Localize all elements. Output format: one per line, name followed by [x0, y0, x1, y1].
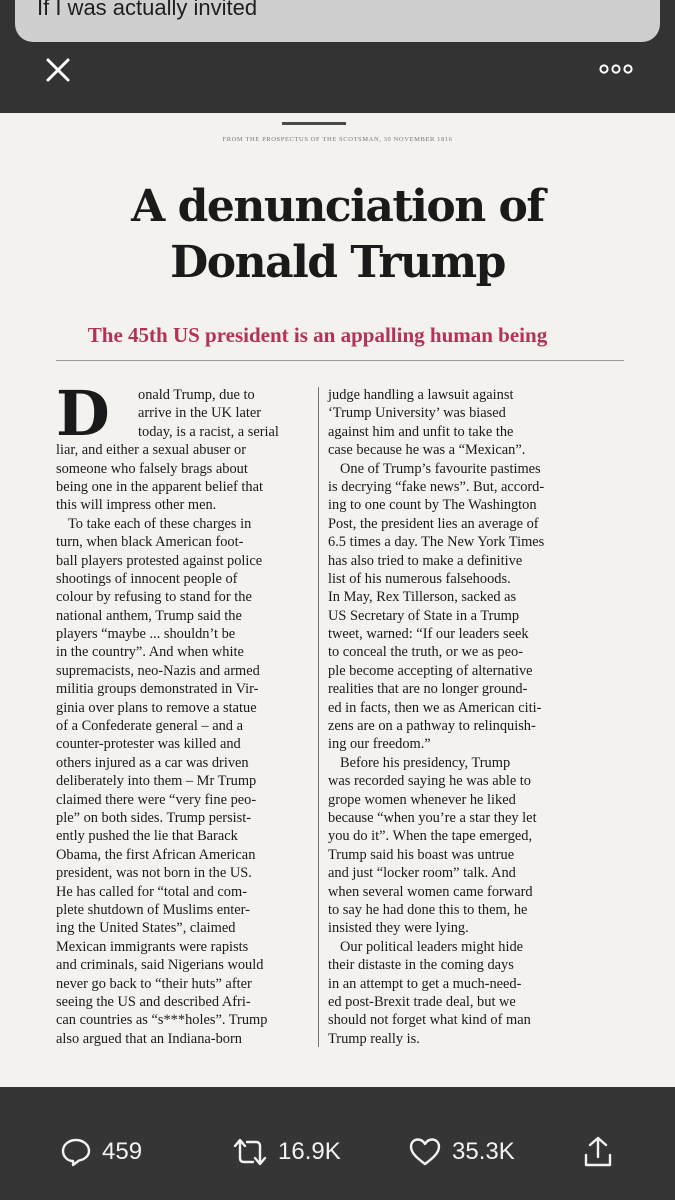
article-text-line: national anthem, Trump said the — [56, 607, 242, 624]
article-text-line: Before his presidency, Trump — [340, 754, 511, 771]
article-text-line: this will impress other men. — [56, 497, 217, 514]
article-text-line: ginia over plans to remove a statue — [56, 699, 257, 716]
article-text-line: Trump really is. — [328, 1030, 420, 1047]
article-text-line: also argued that an Indiana-born — [56, 1030, 242, 1047]
article-text-line: can countries as “s***holes”. Trump — [56, 1012, 268, 1029]
article-text-line: ple” on both sides. Trump persist- — [56, 809, 252, 826]
article-text-line: ed in facts, then we as American citi- — [328, 699, 542, 716]
article-text-line: being one in the apparent belief that — [56, 478, 263, 495]
more-options-button[interactable] — [596, 56, 636, 82]
article-text-line: ball players protested against police — [56, 552, 263, 569]
newspaper-photo[interactable] — [0, 113, 675, 1087]
article-text-line: to say he had done this to them, he — [328, 901, 528, 918]
drop-cap: D — [56, 377, 110, 450]
article-text-line: someone who falsely brags about — [56, 460, 248, 477]
article-text-line: should not forget what kind of man — [328, 1012, 531, 1029]
article-text-line: players “maybe ... shouldn’t be — [56, 626, 236, 643]
top-bar — [0, 0, 675, 113]
article-text-line: He has called for “total and com- — [56, 883, 247, 900]
article-text-line: deliberately into them – Mr Trump — [56, 773, 257, 790]
like-icon — [408, 1136, 442, 1168]
article-text-line: ‘Trump University’ was biased — [328, 405, 506, 422]
reply-count: 459 — [102, 1138, 143, 1165]
deck-rule — [56, 360, 624, 361]
article-text-line: arrive in the UK later — [138, 405, 262, 422]
article-text-line: was recorded saying he was able to — [328, 773, 531, 790]
article-text-line: ple become accepting of alternative — [328, 662, 533, 679]
article-text-line: insisted they were lying. — [328, 920, 469, 937]
top-rule — [282, 122, 346, 125]
article-text-line: grope women whenever he liked — [328, 791, 516, 808]
article-text-line: Our political leaders might hide — [340, 938, 524, 955]
tweet-caption-text: If I was actually invited — [37, 0, 258, 20]
more-icon — [596, 56, 636, 82]
article-text-line: turn, when black American foot- — [56, 534, 244, 551]
article-text-line: of a Confederate general – and a — [56, 718, 243, 735]
article-text-line: case because he was a “Mexican”. — [328, 442, 526, 459]
article-text-line: their distaste in the coming days — [328, 957, 514, 974]
article-text-line: ing to one count by The Washington — [328, 497, 537, 514]
share-icon — [582, 1135, 614, 1169]
article-text-line: today, is a racist, a serial — [138, 423, 279, 440]
share-button[interactable] — [582, 1132, 614, 1172]
article-text-line: to conceal the truth, or we as peo- — [328, 644, 523, 661]
article-text-line: ed post-Brexit trade deal, but we — [328, 993, 516, 1010]
article-text-line: realities that are no longer ground- — [328, 681, 528, 698]
article-text-line: plete shutdown of Muslims enter- — [56, 901, 250, 918]
article-text-line: claimed there were “very fine peo- — [56, 791, 257, 808]
article-text-line: counter-protester was killed and — [56, 736, 241, 753]
article-text-line: and just “locker room” talk. And — [328, 865, 516, 882]
article-deck: The 45th US president is an appalling human being — [87, 323, 548, 347]
retweet-icon — [232, 1136, 268, 1168]
article-text-line: One of Trump’s favourite pastimes — [340, 460, 541, 477]
article-text-line: when several women came forward — [328, 883, 533, 900]
article-text-line: zens are on a pathway to relinquish- — [328, 718, 536, 735]
tweet-caption — [15, 0, 660, 42]
headline-line-2: Donald Trump — [170, 237, 505, 288]
article-text-line: To take each of these charges in — [68, 515, 252, 532]
reply-button[interactable] — [60, 1132, 142, 1172]
article-text-line: in an attempt to get a much-need- — [328, 975, 522, 992]
reply-icon — [60, 1136, 92, 1168]
article-text-line: ently pushed the lie that Barack — [56, 828, 238, 845]
article-text-line: onald Trump, due to — [138, 387, 255, 403]
article-headline — [0, 179, 675, 291]
close-button[interactable] — [40, 52, 76, 88]
article-text-line: others injured as a car was driven — [56, 754, 249, 771]
article-text-line: you do it”. When the tape emerged, — [328, 828, 533, 845]
article-text-line: tweet, warned: “If our leaders seek — [328, 626, 529, 643]
article-text-line: because “when you’re a star they let — [328, 809, 537, 826]
article-text-line: US Secretary of State in a Trump — [328, 607, 520, 624]
article-text-line: Trump said his boast was untrue — [328, 846, 515, 863]
article-text-line: In May, Rex Tillerson, sacked as — [328, 589, 517, 606]
like-button[interactable] — [408, 1132, 515, 1172]
article-text-line: Mexican immigrants were rapists — [56, 938, 249, 955]
article-text-line: liar, and either a sexual abuser or — [56, 442, 247, 459]
close-icon — [40, 52, 76, 88]
article-text-line: president, was not born in the US. — [56, 865, 252, 882]
article-text-line: 6.5 times a day. The New York Times — [328, 534, 545, 551]
tweet-action-bar — [0, 1087, 675, 1200]
article-text-line: ing our freedom.” — [328, 736, 431, 753]
article-text-line: judge handling a lawsuit against — [328, 387, 514, 403]
article-text-line: has also tried to make a definitive — [328, 552, 523, 569]
column-divider — [318, 387, 319, 1047]
article-text-line: colour by refusing to stand for the — [56, 589, 252, 606]
article-text-line: against him and unfit to take the — [328, 423, 514, 440]
article-column-left — [56, 377, 310, 1048]
article-kicker: FROM THE PROSPECTUS OF THE SCOTSMAN, 30 NOVEMBER 1816 — [222, 136, 453, 143]
article-text-line: list of his numerous falsehoods. — [328, 570, 511, 587]
article-text-line: and criminals, said Nigerians would — [56, 957, 264, 974]
article-text-line: in the country”. And when white — [56, 644, 244, 661]
article-text-line: militia groups demonstrated in Vir- — [56, 681, 259, 698]
article-text-line: shootings of innocent people of — [56, 570, 238, 587]
headline-line-1: A denunciation of — [131, 181, 544, 232]
article-text-line: Post, the president lies an average of — [328, 515, 539, 532]
retweet-count: 16.9K — [278, 1138, 341, 1165]
like-count: 35.3K — [452, 1138, 515, 1165]
article-text-line: ing the United States”, claimed — [56, 920, 236, 937]
article-text-line: supremacists, neo-Nazis and armed — [56, 662, 260, 679]
article-text-line: Obama, the first African American — [56, 846, 256, 863]
article-text-line: seeing the US and described Afri- — [56, 993, 251, 1010]
article-column-right — [328, 386, 582, 1048]
retweet-button[interactable] — [232, 1132, 341, 1172]
article-text-line: is decrying “fake news”. But, accord- — [328, 478, 545, 495]
article-text-line: never go back to “their huts” after — [56, 975, 252, 992]
